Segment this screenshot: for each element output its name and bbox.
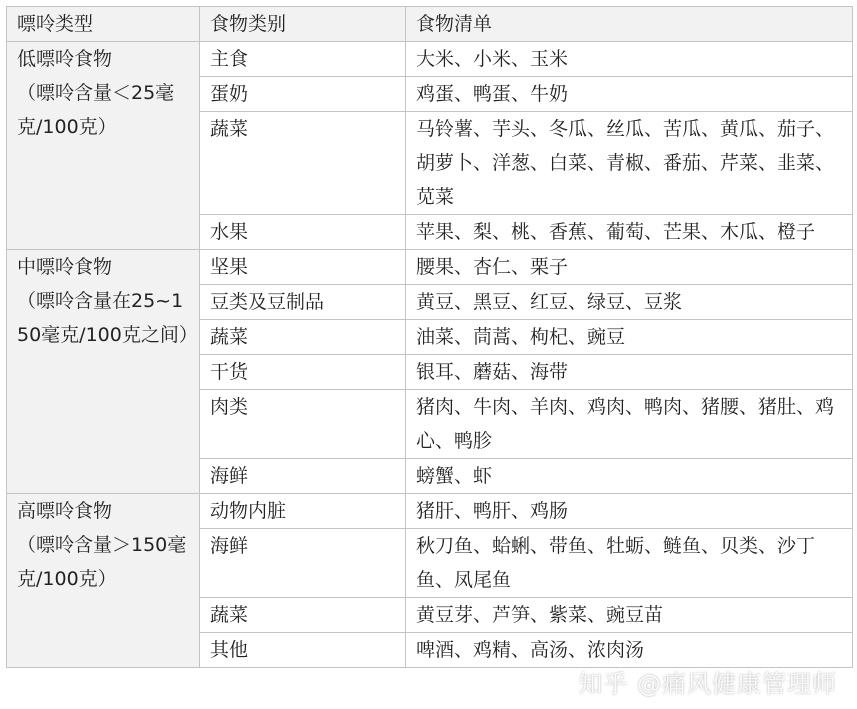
food-list: 猪肉、牛肉、羊肉、鸡肉、鸭肉、猪腰、猪肚、鸡心、鸭胗 [406,390,853,459]
purine-type-note: （嘌呤含量＞150毫克/100克） [17,534,187,590]
header-food-category: 食物类别 [200,7,406,42]
food-list: 啤酒、鸡精、高汤、浓肉汤 [406,633,853,668]
food-category: 水果 [200,215,406,250]
food-list: 螃蟹、虾 [406,459,853,494]
food-category: 其他 [200,633,406,668]
food-category: 干货 [200,355,406,390]
food-category: 豆类及豆制品 [200,285,406,320]
food-list: 秋刀鱼、蛤蜊、带鱼、牡蛎、鲢鱼、贝类、沙丁鱼、凤尾鱼 [406,529,853,598]
table-row [7,42,853,77]
food-list: 腰果、杏仁、栗子 [406,250,853,285]
food-category: 肉类 [200,390,406,459]
food-list: 油菜、茼蒿、枸杞、豌豆 [406,320,853,355]
food-list: 苹果、梨、桃、香蕉、葡萄、芒果、木瓜、橙子 [406,215,853,250]
food-list: 鸡蛋、鸭蛋、牛奶 [406,77,853,112]
purine-food-table [6,6,853,668]
purine-type-note: （嘌呤含量在25~150毫克/100克之间） [17,290,198,346]
food-category: 海鲜 [200,459,406,494]
food-list: 银耳、蘑菇、海带 [406,355,853,390]
header-food-list: 食物清单 [406,7,853,42]
table-header-row [7,7,853,42]
food-category: 蔬菜 [200,320,406,355]
food-category: 动物内脏 [200,494,406,529]
header-purine-type: 嘌呤类型 [7,7,200,42]
food-list: 猪肝、鸭肝、鸡肠 [406,494,853,529]
food-category: 海鲜 [200,529,406,598]
food-category: 坚果 [200,250,406,285]
purine-type-name: 低嘌呤食物 [17,48,113,70]
purine-type-high [7,494,200,668]
purine-type-low [7,42,200,250]
purine-type-note: （嘌呤含量＜25毫克/100克） [17,82,175,138]
food-category: 蛋奶 [200,77,406,112]
food-list: 大米、小米、玉米 [406,42,853,77]
food-category: 蔬菜 [200,598,406,633]
food-category: 蔬菜 [200,112,406,215]
purine-type-medium [7,250,200,494]
food-category: 主食 [200,42,406,77]
food-list: 黄豆、黑豆、红豆、绿豆、豆浆 [406,285,853,320]
purine-type-name: 高嘌呤食物 [17,500,113,522]
table-row [7,494,853,529]
food-list: 马铃薯、芋头、冬瓜、丝瓜、苦瓜、黄瓜、茄子、胡萝卜、洋葱、白菜、青椒、番茄、芹菜、韭菜、苋菜 [406,112,853,215]
watermark: 知乎 @痛风健康管理师 [578,670,837,698]
food-list: 黄豆芽、芦笋、紫菜、豌豆苗 [406,598,853,633]
table-row [7,250,853,285]
purine-type-name: 中嘌呤食物 [17,256,113,278]
